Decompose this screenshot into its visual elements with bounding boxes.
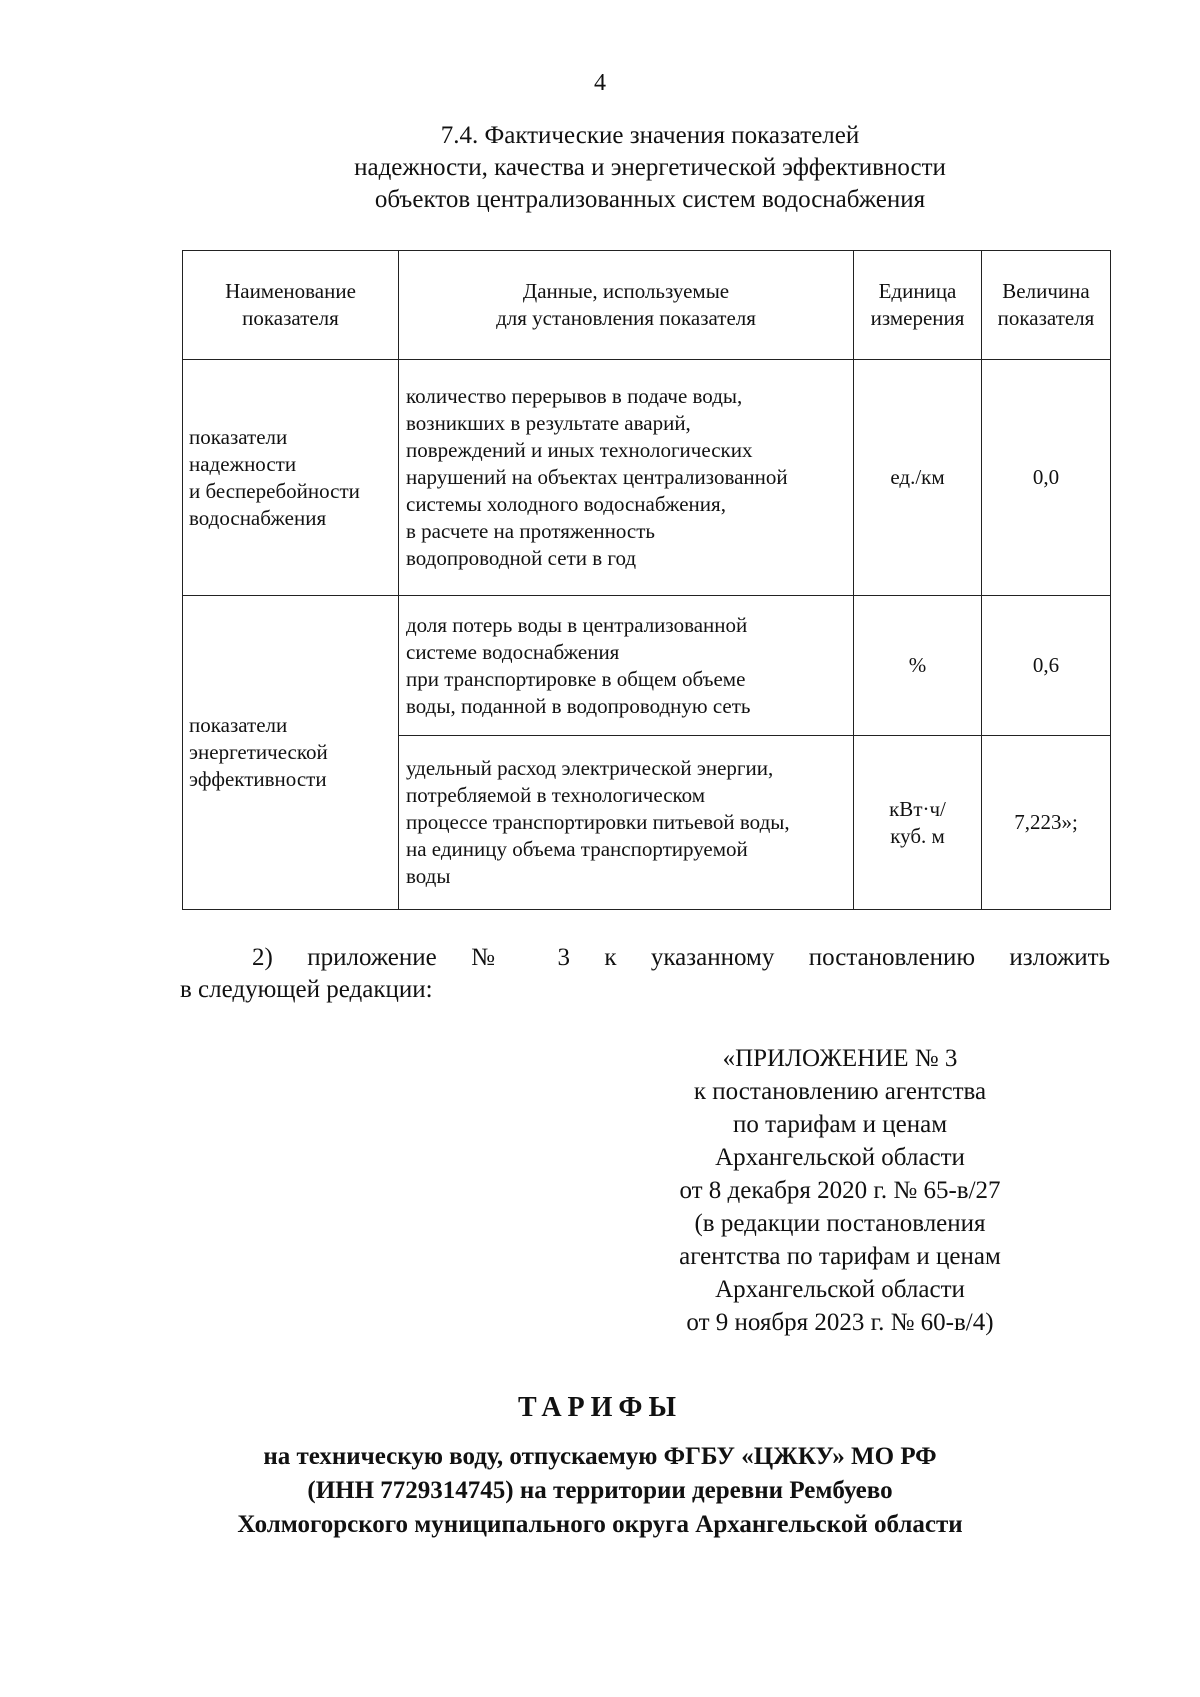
tariffs-title: ТАРИФЫ — [518, 1392, 682, 1423]
tariffs-subtitle-line: (ИНН 7729314745) на территории деревни Рембуево — [307, 1477, 893, 1504]
indicator-data-cell: удельный расход электрической энергии, потребляемой в технологическом процессе транспортировки питьевой воды, на единицу объема транспортируемой воды — [399, 736, 854, 910]
header-unit: Единица измерения — [854, 251, 982, 360]
indicator-group-name: показатели надежности и бесперебойности водоснабжения — [183, 360, 399, 596]
tariffs-subtitle — [100, 1440, 1100, 1542]
indicator-unit-cell: кВт·ч/ куб. м — [854, 736, 982, 910]
appendix-line: от 9 ноября 2023 г. № 60-в/4) — [686, 1309, 994, 1336]
paragraph-line: 2) приложение № 3 к указанному постановлению изложить — [252, 944, 1110, 971]
page-number: 4 — [594, 70, 606, 96]
section-heading-line: 7.4. Фактические значения показателей — [440, 122, 860, 149]
appendix-block — [640, 1042, 1040, 1339]
appendix-line: агентства по тарифам и ценам — [679, 1243, 1001, 1270]
header-indicator-name: Наименование показателя — [183, 251, 399, 360]
appendix-line: Архангельской области — [715, 1276, 965, 1303]
indicators-table — [182, 250, 1111, 910]
section-heading — [200, 120, 1100, 216]
indicator-group-name: показатели энергетической эффективности — [183, 596, 399, 910]
section-heading-line: надежности, качества и энергетической эффективности — [354, 154, 946, 181]
tariffs-subtitle-line: на техническую воду, отпускаемую ФГБУ «ЦЖКУ» МО РФ — [263, 1443, 937, 1470]
indicator-value-cell: 7,223»; — [982, 736, 1111, 910]
paragraph-line: в следующей редакции: — [180, 976, 433, 1003]
section-heading-line: объектов централизованных систем водоснабжения — [374, 186, 926, 213]
appendix-line: от 8 декабря 2020 г. № 65-в/27 — [679, 1177, 1001, 1204]
indicator-data-cell: доля потерь воды в централизованной системе водоснабжения при транспортировке в общем объеме воды, поданной в водопроводную сеть — [399, 596, 854, 736]
indicator-data-cell: количество перерывов в подаче воды, возникших в результате аварий, повреждений и иных технологических нарушений на объектах централизованной системы холодного водоснабжения, в расчете на протяженность водопроводной сети в год — [399, 360, 854, 596]
header-indicator-data: Данные, используемые для установления показателя — [399, 251, 854, 360]
appendix-line: по тарифам и ценам — [732, 1111, 948, 1138]
appendix-line: (в редакции постановления — [694, 1210, 986, 1237]
indicator-unit-cell: % — [854, 596, 982, 736]
appendix-line: Архангельской области — [715, 1144, 965, 1171]
indicator-value-cell: 0,6 — [982, 596, 1111, 736]
indicator-value-cell: 0,0 — [982, 360, 1111, 596]
header-value: Величина показателя — [982, 251, 1111, 360]
table-row — [183, 360, 1111, 596]
table-row — [183, 596, 1111, 736]
amendment-paragraph — [180, 942, 1110, 1006]
appendix-line: «ПРИЛОЖЕНИЕ № 3 — [722, 1045, 958, 1072]
table-header-row — [183, 251, 1111, 360]
tariffs-subtitle-line: Холмогорского муниципального округа Архангельской области — [237, 1511, 963, 1538]
indicator-unit-cell: ед./км — [854, 360, 982, 596]
appendix-line: к постановлению агентства — [693, 1078, 987, 1105]
